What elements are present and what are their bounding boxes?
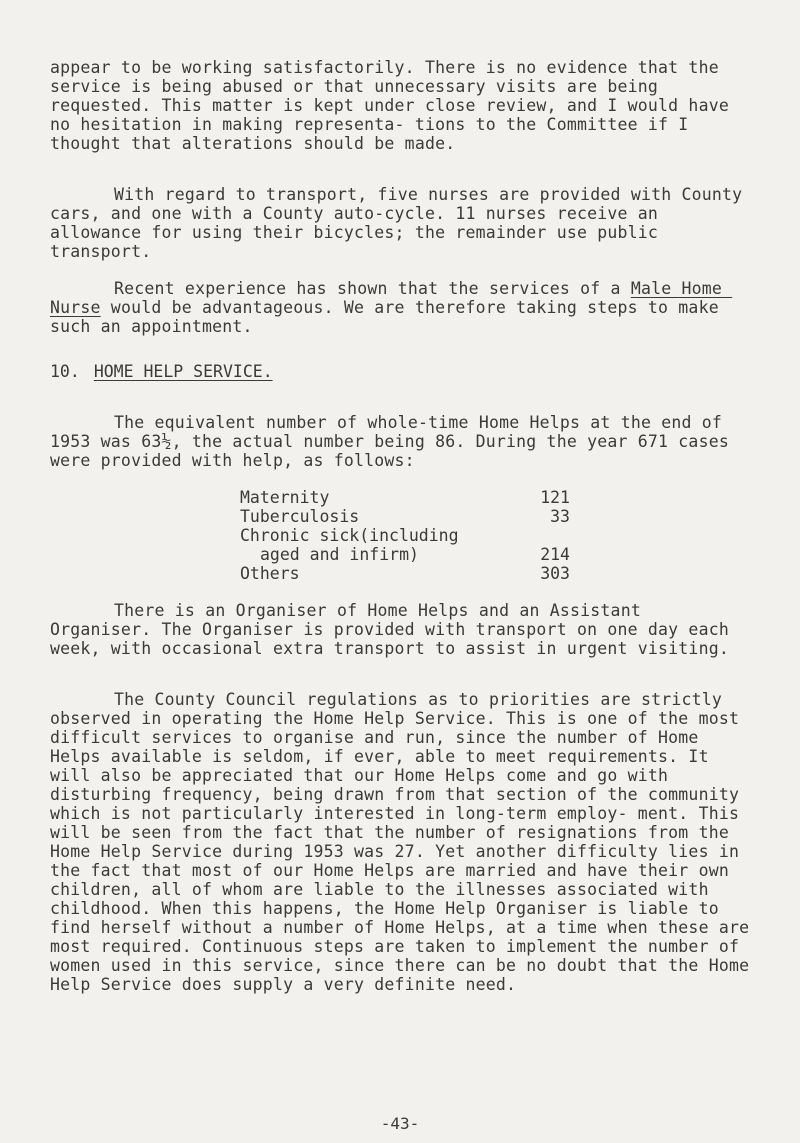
row-value: 33	[550, 507, 570, 526]
paragraph-male-nurse	[50, 279, 750, 336]
section-title: HOME HELP SERVICE.	[93, 362, 273, 381]
paragraph-transport: With regard to transport, five nurses are provided with County cars, and one with a County auto-cycle. 11 nurses receive an allowance for using their bicycles; the remainder use public transport.	[50, 185, 753, 261]
row-label: Tuberculosis	[240, 507, 360, 526]
table-row	[240, 526, 570, 564]
cases-table	[240, 488, 570, 583]
row-value: 303	[540, 564, 570, 583]
table-row	[240, 488, 570, 507]
section-heading	[50, 362, 750, 381]
row-label: Others	[240, 564, 300, 583]
row-label: Maternity	[240, 488, 330, 507]
section-number: 10.	[50, 362, 80, 381]
male-home-nurse-underlined: Male Home Nurse	[50, 279, 733, 317]
male-nurse-text-after: would be advantageous. We are therefore taking steps to make such an appointment.	[50, 298, 729, 336]
page-number: -43-	[380, 1114, 420, 1133]
paragraph-review: appear to be working satisfactorily. There is no evidence that the service is being abused or that unnecessary visits are being requested. This matter is kept under close review, and I would have no hesitation in making representa- tions to the Committee if I thought that alterations should be made.	[50, 58, 740, 153]
row-label-line2: aged and infirm)	[260, 545, 419, 564]
paragraph-regulations: The County Council regulations as to priorities are strictly observed in operating the Home Help Service. This is one of the most difficult services to organise and run, since the number of Home Helps available is seldom, if ever, able to meet requirements. It will also be appreciated that our Home Helps come and go with disturbing frequency, being drawn from that section of the community which is not particularly interested in long-term employ- ment. This will be seen from the fact that the number of resignations from the Home Help Service during 1953 was 27. Yet another difficulty lies in the fact that most of our Home Helps are married and have their own children, all of whom are liable to the illnesses associated with childhood. When this happens, the Home Help Organiser is liable to find herself without a number of Home Helps, at a time when these are most required. Continuous steps are taken to implement the number of women used in this service, since there can be no doubt that the Home Help Service does supply a very definite need.	[50, 690, 760, 994]
row-value: 121	[540, 488, 570, 507]
document-page	[50, 58, 760, 994]
male-nurse-text-before: Recent experience has shown that the services of a	[114, 279, 631, 298]
row-label-line1: Chronic sick(including	[240, 526, 459, 545]
row-value: 214	[540, 545, 570, 564]
paragraph-home-helps-count: The equivalent number of whole-time Home Helps at the end of 1953 was 63½, the actual number being 86. During the year 671 cases were provided with help, as follows:	[50, 413, 740, 470]
row-label	[240, 526, 510, 564]
table-row	[240, 507, 570, 526]
table-row	[240, 564, 570, 583]
paragraph-organiser: There is an Organiser of Home Helps and an Assistant Organiser. The Organiser is provided with transport on one day each week, with occasional extra transport to assist in urgent visiting.	[50, 601, 740, 658]
